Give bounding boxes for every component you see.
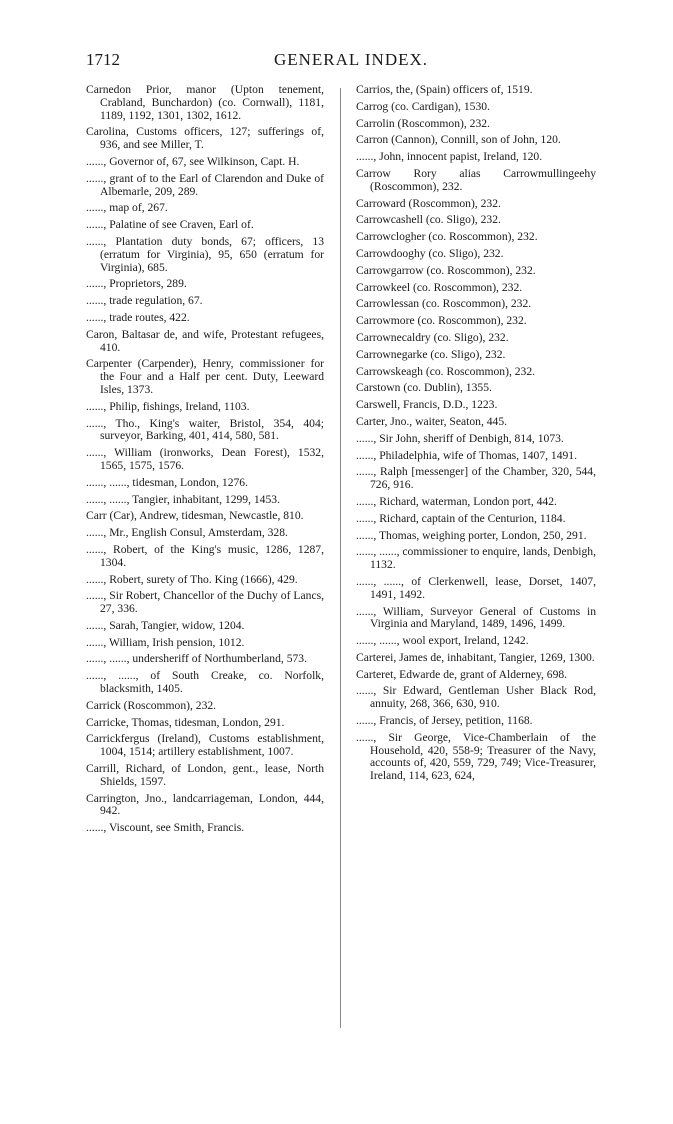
index-entry: Carroward (Roscommon), 232. [356,196,501,210]
index-entry: Carrolin (Roscommon), 232. [356,116,490,130]
index-entry: Carrowkeel (co. Roscommon), 232. [356,280,523,294]
index-entry: Caron, Baltasar de, and wife, Protestant refugees, 410. [86,327,324,354]
index-entry: ......, ......, tidesman, London, 1276. [86,475,248,489]
index-entry: ......, grant of to the Earl of Clarendon and Duke of Albemarle, 209, 289. [86,171,324,198]
index-entry: ......, Sir George, Vice-Chamberlain of the Household, 420, 558-9; Treasurer of the Navy, accounts of, 420, 559, 729, 749; Vice-Treasurer, Ireland, 114, 623, 624, [356,730,596,783]
index-entry: ......, Ralph [messenger] of the Chamber, 320, 544, 726, 916. [356,465,596,492]
index-entry: Carricke, Thomas, tidesman, London, 291. [86,715,285,729]
index-entry: Carteret, Edwarde de, grant of Alderney, 698. [356,667,568,681]
index-entry: Carrowdooghy (co. Sligo), 232. [356,246,504,260]
index-entry: ......, Philip, fishings, Ireland, 1103. [86,399,250,413]
index-entry: ......, Francis, of Jersey, petition, 1168. [356,714,533,728]
index-entry: ......, Governor of, 67, see Wilkinson, Capt. H. [86,154,300,168]
index-entry: Carrow Rory alias Carrowmullingeehy (Roscommon), 232. [356,166,596,193]
index-entry: Carr (Car), Andrew, tidesman, Newcastle, 810. [86,509,304,523]
index-entry: ......, ......, wool export, Ireland, 1242. [356,634,529,648]
index-entry: Carswell, Francis, D.D., 1223. [356,398,498,412]
index-entry: ......, William, Surveyor General of Customs in Virginia and Maryland, 1489, 1496, 1499. [356,604,596,631]
index-entry: ......, Sir John, sheriff of Denbigh, 814, 1073. [356,431,564,445]
index-entry: ......, Richard, captain of the Centurion, 1184. [356,511,566,525]
index-entry: Carrowlessan (co. Roscommon), 232. [356,297,532,311]
index-entry: Carnedon Prior, manor (Upton tenement, Crabland, Bunchardon) (co. Cornwall), 1181, 1189, 1192, 1301, 1302, 1612. [86,83,324,122]
index-entry: ......, ......, of South Creake, co. Norfolk, blacksmith, 1405. [86,669,324,696]
index-entry: Carpenter (Carpender), Henry, commissioner for the Four and a Half per cent. Duty, Leeward Isles, 1373. [86,357,324,396]
page-number: 1712 [86,50,120,69]
index-entry: Carterei, James de, inhabitant, Tangier, 1269, 1300. [356,650,595,664]
index-entry: ......, ......, commissioner to enquire, lands, Denbigh, 1132. [356,545,596,572]
index-entry: ......, trade routes, 422. [86,310,190,324]
index-entry: Carrowcashell (co. Sligo), 232. [356,213,501,227]
index-entry: ......, William (ironworks, Dean Forest), 1532, 1565, 1575, 1576. [86,446,324,472]
index-entry: ......, Richard, waterman, London port, 442. [356,494,557,508]
running-title: GENERAL INDEX. [273,50,429,69]
index-entry: ......, Robert, of the King's music, 1286, 1287, 1304. [86,542,324,569]
index-entry: Carrington, Jno., landcarriageman, London, 444, 942. [86,791,324,818]
index-column-left [86,84,324,839]
index-entry: Carrownecaldry (co. Sligo), 232. [356,330,509,344]
index-entry: Carron (Cannon), Connill, son of John, 120. [356,133,561,147]
index-entry: Carter, Jno., waiter, Seaton, 445. [356,414,508,428]
page-header [86,50,616,74]
index-entry: Carrowskeagh (co. Roscommon), 232. [356,364,536,378]
index-entry: Carolina, Customs officers, 127; sufferings of, 936, and see Miller, T. [86,125,324,152]
index-entry: Carrill, Richard, of London, gent., lease, North Shields, 1597. [86,762,324,788]
index-entry: Carrowgarrow (co. Roscommon), 232. [356,263,536,277]
index-entry: ......, Plantation duty bonds, 67; officers, 13 (erratum for Virginia), 95, 650 (erratum for Virginia), 685. [86,234,324,274]
index-entry: ......, ......, Tangier, inhabitant, 1299, 1453. [86,492,280,506]
index-entry: Carrownegarke (co. Sligo), 232. [356,347,506,361]
index-entry: ......, ......, undersheriff of Northumberland, 573. [86,652,307,666]
index-entry: Carrowmore (co. Roscommon), 232. [356,314,527,328]
index-entry: ......, Sir Edward, Gentleman Usher Black Rod, annuity, 268, 366, 630, 910. [356,684,596,711]
index-entry: ......, Palatine of see Craven, Earl of. [86,218,254,232]
index-entry: ......, ......, of Clerkenwell, lease, Dorset, 1407, 1491, 1492. [356,574,596,601]
index-entry: ......, William, Irish pension, 1012. [86,635,245,649]
index-entry: ......, Tho., King's waiter, Bristol, 354, 404; surveyor, Barking, 401, 414, 580, 581. [86,416,324,443]
index-entry: ......, Sarah, Tangier, widow, 1204. [86,618,245,632]
index-entry: ......, Thomas, weighing porter, London, 250, 291. [356,528,587,542]
index-column-right [356,84,596,787]
index-entry: ......, Robert, surety of Tho. King (1666), 429. [86,572,298,586]
index-entry: ......, Philadelphia, wife of Thomas, 1407, 1491. [356,448,578,462]
index-entry: Carstown (co. Dublin), 1355. [356,381,492,395]
index-entry: ......, Mr., English Consul, Amsterdam, 328. [86,526,288,540]
index-entry: Carrick (Roscommon), 232. [86,698,217,712]
index-entry: ......, Proprietors, 289. [86,277,187,291]
column-divider [340,88,341,1028]
index-entry: Carrowclogher (co. Roscommon), 232. [356,230,538,244]
index-entry: ......, trade regulation, 67. [86,294,203,308]
index-entry: Carrog (co. Cardigan), 1530. [356,99,490,113]
index-entry: ......, Sir Robert, Chancellor of the Duchy of Lancs, 27, 336. [86,589,324,616]
index-entry: ......, John, innocent papist, Ireland, 120. [356,150,543,164]
index-entry: Carrios, the, (Spain) officers of, 1519. [356,83,533,96]
index-entry: Carrickfergus (Ireland), Customs establishment, 1004, 1514; artillery establishment, 1007. [86,732,324,759]
index-entry: ......, map of, 267. [86,201,168,215]
index-entry: ......, Viscount, see Smith, Francis. [86,821,245,835]
